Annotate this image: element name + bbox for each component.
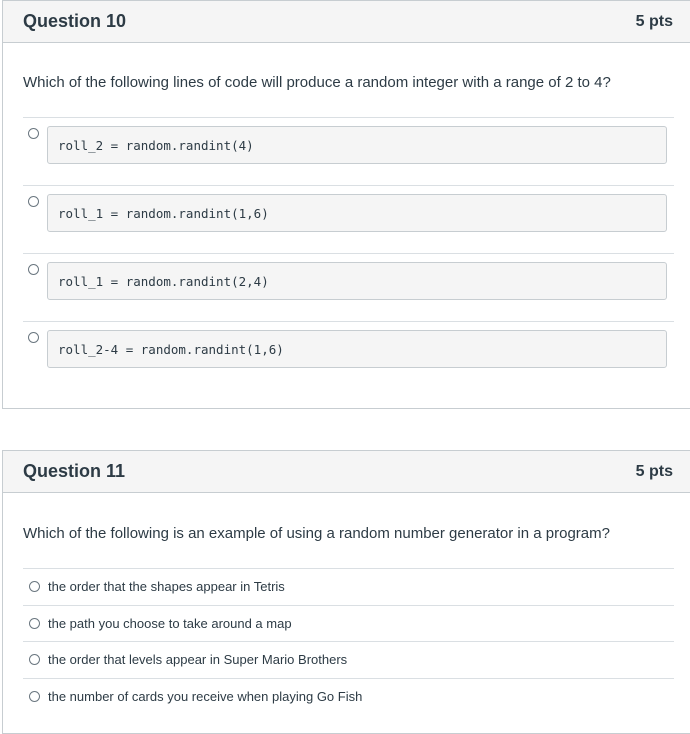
- answer-label: the order that levels appear in Super Mario Brothers: [48, 652, 348, 668]
- radio-button[interactable]: [28, 196, 39, 207]
- answer-option[interactable]: [23, 568, 674, 605]
- answer-option[interactable]: [23, 185, 674, 253]
- answer-option[interactable]: [23, 117, 674, 185]
- answer-option[interactable]: [23, 605, 674, 642]
- radio-button[interactable]: [28, 264, 39, 275]
- answer-label: the number of cards you receive when playing Go Fish: [48, 688, 363, 704]
- question-points: 5 pts: [635, 12, 673, 30]
- answer-option[interactable]: [23, 678, 674, 715]
- answer-option[interactable]: [23, 321, 674, 389]
- question-text: Which of the following lines of code will produce a random integer with a range of 2 to 4?: [23, 74, 611, 91]
- answer-options: [23, 568, 674, 714]
- code-answer: roll_1 = random.randint(1,6): [47, 194, 667, 232]
- radio-button[interactable]: [28, 332, 39, 343]
- code-answer: roll_1 = random.randint(2,4): [47, 262, 667, 300]
- question-title: Question 11: [23, 461, 126, 481]
- question-points: 5 pts: [635, 462, 673, 480]
- question-header: [3, 451, 690, 493]
- answer-options: [23, 117, 674, 389]
- code-answer: roll_2 = random.randint(4): [47, 126, 667, 164]
- answer-option[interactable]: [23, 641, 674, 678]
- question-10-card: [2, 0, 690, 409]
- radio-button[interactable]: [29, 654, 40, 665]
- question-title: Question 10: [23, 11, 127, 31]
- radio-button[interactable]: [29, 691, 40, 702]
- answer-label: the path you choose to take around a map: [48, 615, 292, 631]
- radio-button[interactable]: [28, 128, 39, 139]
- question-text: Which of the following is an example of using a random number generator in a program?: [23, 525, 610, 542]
- question-header: [3, 1, 690, 43]
- answer-label: the order that the shapes appear in Tetris: [48, 579, 285, 595]
- answer-option[interactable]: [23, 253, 674, 321]
- radio-button[interactable]: [29, 581, 40, 592]
- radio-button[interactable]: [29, 618, 40, 629]
- code-answer: roll_2-4 = random.randint(1,6): [47, 330, 667, 368]
- question-11-card: [2, 450, 690, 734]
